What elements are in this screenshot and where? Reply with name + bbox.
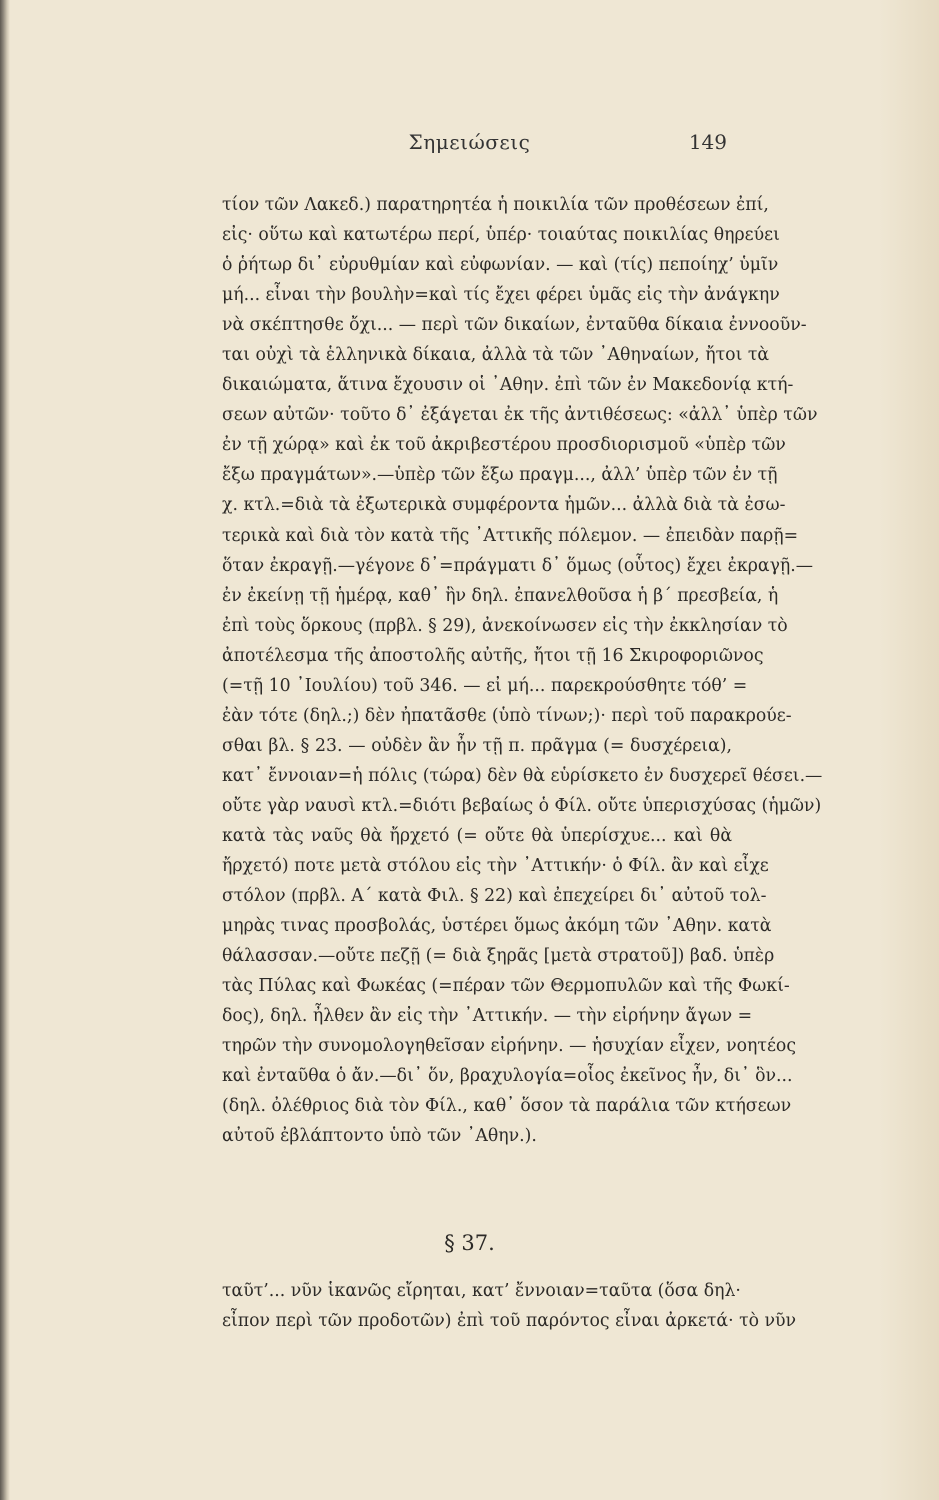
text-line: τίον τῶν Λακεδ.) παρατηρητέα ἡ ποικιλία τῶν προθέσεων ἐπί,: [222, 195, 769, 215]
text-line: τὰς Πύλας καὶ Φωκέας (=πέραν τῶν Θερμοπυλῶν καὶ τῆς Φωκί-: [222, 976, 790, 997]
page-header: [0, 130, 939, 160]
text-line: δικαιώματα, ἅτινα ἔχουσιν οἱ ᾿Αθην. ἐπὶ τῶν ἐν Μακεδονίᾳ κτή-: [222, 375, 794, 396]
text-line: ἐπὶ τοὺς ὅρκους (πρβλ. § 29), ἀνεκοίνωσεν εἰς τὴν ἐκκλησίαν τὸ: [222, 615, 788, 636]
text-line: ὅταν ἐκραγῇ.—γέγονε δ᾽=πράγματι δ᾽ ὅμως (οὗτος) ἔχει ἐκραγῇ.—: [222, 555, 814, 576]
text-line: ὁ ῥήτωρ δι᾽ εὐρυθμίαν καὶ εὐφωνίαν. — καὶ (τίς) πεποίηχ’ ὑμῖν: [222, 255, 779, 276]
text-line: νὰ σκέπτησθε ὄχι... — περὶ τῶν δικαίων, ἐνταῦθα δίκαια ἐννοοῦν-: [222, 315, 807, 336]
text-line: καὶ ἐνταῦθα ὁ ἄν.—δι᾽ ὅν, βραχυλογία=οἷος ἐκεῖνος ἦν, δι᾽ ὃν...: [222, 1066, 793, 1087]
page-number: 149: [688, 130, 727, 154]
text-line: κατὰ τὰς ναῦς θὰ ἤρχετό (= οὔτε θὰ ὑπερίσχυε... καὶ θὰ: [222, 825, 732, 846]
text-line: μηρὰς τινας προσβολάς, ὑστέρει ὅμως ἀκόμη τῶν ᾿Αθην. κατὰ: [222, 916, 772, 937]
text-line: (=τῇ 10 ᾿Ιουλίου) τοῦ 346. — εἰ μή... παρεκρούσθητε τόθ’ =: [222, 675, 748, 696]
text-line: αὐτοῦ ἐβλάπτοντο ὑπὸ τῶν ᾿Αθην.).: [222, 1126, 537, 1147]
page-binding-edge: [0, 0, 10, 1500]
text-line: σθαι βλ. § 23. — οὐδὲν ἂν ἦν τῇ π. πρᾶγμα (= δυσχέρεια),: [222, 735, 732, 756]
page-edge-discoloration: [879, 0, 939, 1500]
section-37-text: [222, 1276, 797, 1336]
text-line: ἤρχετό) ποτε μετὰ στόλου εἰς τὴν ᾿Αττικήν· ὁ Φίλ. ἂν καὶ εἶχε: [222, 856, 769, 877]
text-line: εἶπον περὶ τῶν προδοτῶν) ἐπὶ τοῦ παρόντος εἶναι ἀρκετά· τὸ νῦν: [222, 1311, 797, 1332]
text-line: θάλασσαν.—οὔτε πεζῇ (= διὰ ξηρᾶς [μετὰ στρατοῦ]) βαδ. ὑπὲρ: [222, 946, 775, 967]
text-line: ταῦτ’... νῦν ἱκανῶς εἴρηται, κατ’ ἔννοιαν=ταῦτα (ὅσα δηλ·: [222, 1281, 741, 1301]
text-line: τερικὰ καὶ διὰ τὸν κατὰ τῆς ᾿Αττικῆς πόλεμον. — ἐπειδὰν παρῇ=: [222, 525, 799, 546]
text-line: ἔξω πραγμάτων».—ὑπὲρ τῶν ἔξω πραγμ..., ἀλλ’ ὑπὲρ τῶν ἐν τῇ: [222, 465, 778, 486]
text-line: δος), δηλ. ἦλθεν ἂν εἰς τὴν ᾿Αττικήν. — τὴν εἰρήνην ἄγων =: [222, 1006, 753, 1027]
text-line: στόλον (πρβλ. Α΄ κατὰ Φιλ. § 22) καὶ ἐπεχείρει δι᾽ αὐτοῦ τολ-: [222, 886, 767, 907]
text-line: ἀποτέλεσμα τῆς ἀποστολῆς αὐτῆς, ἤτοι τῇ 16 Σκιροφοριῶνος: [222, 645, 764, 666]
text-line: ται οὐχὶ τὰ ἑλληνικὰ δίκαια, ἀλλὰ τὰ τῶν ᾿Αθηναίων, ἤτοι τὰ: [222, 345, 770, 366]
text-line: σεων αὐτῶν· τοῦτο δ᾽ ἐξάγεται ἐκ τῆς ἀντιθέσεως: «ἀλλ᾽ ὑπὲρ τῶν: [222, 405, 818, 426]
text-line: (δηλ. ὀλέθριος διὰ τὸν Φίλ., καθ᾽ ὅσον τὰ παράλια τῶν κτήσεων: [222, 1096, 792, 1117]
section-heading: § 37.: [444, 1231, 495, 1255]
body-text: [222, 190, 823, 1152]
text-line: μή... εἶναι τὴν βουλὴν=καὶ τίς ἔχει φέρει ὑμᾶς εἰς τὴν ἀνάγκην: [222, 285, 780, 306]
text-line: ἐν ἐκείνῃ τῇ ἡμέρᾳ, καθ᾽ ἣν δηλ. ἐπανελθοῦσα ἡ β΄ πρεσβεία, ἡ: [222, 585, 779, 606]
text-line: κατ᾽ ἔννοιαν=ἡ πόλις (τώρα) δὲν θὰ εὑρίσκετο ἐν δυσχερεῖ θέσει.—: [222, 765, 823, 786]
running-head: Σημειώσεις: [408, 130, 531, 154]
text-line: εἰς· οὕτω καὶ κατωτέρω περί, ὑπέρ· τοιαύτας ποικιλίας θηρεύει: [222, 225, 780, 246]
text-line: ἐν τῇ χώρᾳ» καὶ ἐκ τοῦ ἀκριβεστέρου προσδιορισμοῦ «ὑπὲρ τῶν: [222, 435, 786, 456]
text-line: χ. κτλ.=διὰ τὰ ἐξωτερικὰ συμφέροντα ἡμῶν... ἀλλὰ διὰ τὰ ἐσω-: [222, 495, 786, 516]
text-line: τηρῶν τὴν συνομολογηθεῖσαν εἰρήνην. — ἡσυχίαν εἶχεν, νοητέος: [222, 1036, 797, 1057]
text-line: οὔτε γὰρ ναυσὶ κτλ.=διότι βεβαίως ὁ Φίλ. οὔτε ὑπερισχύσας (ἡμῶν): [222, 795, 822, 816]
text-line: ἐὰν τότε (δηλ.;) δὲν ἠπατᾶσθε (ὑπὸ τίνων;)· περὶ τοῦ παρακρούε-: [222, 705, 792, 726]
